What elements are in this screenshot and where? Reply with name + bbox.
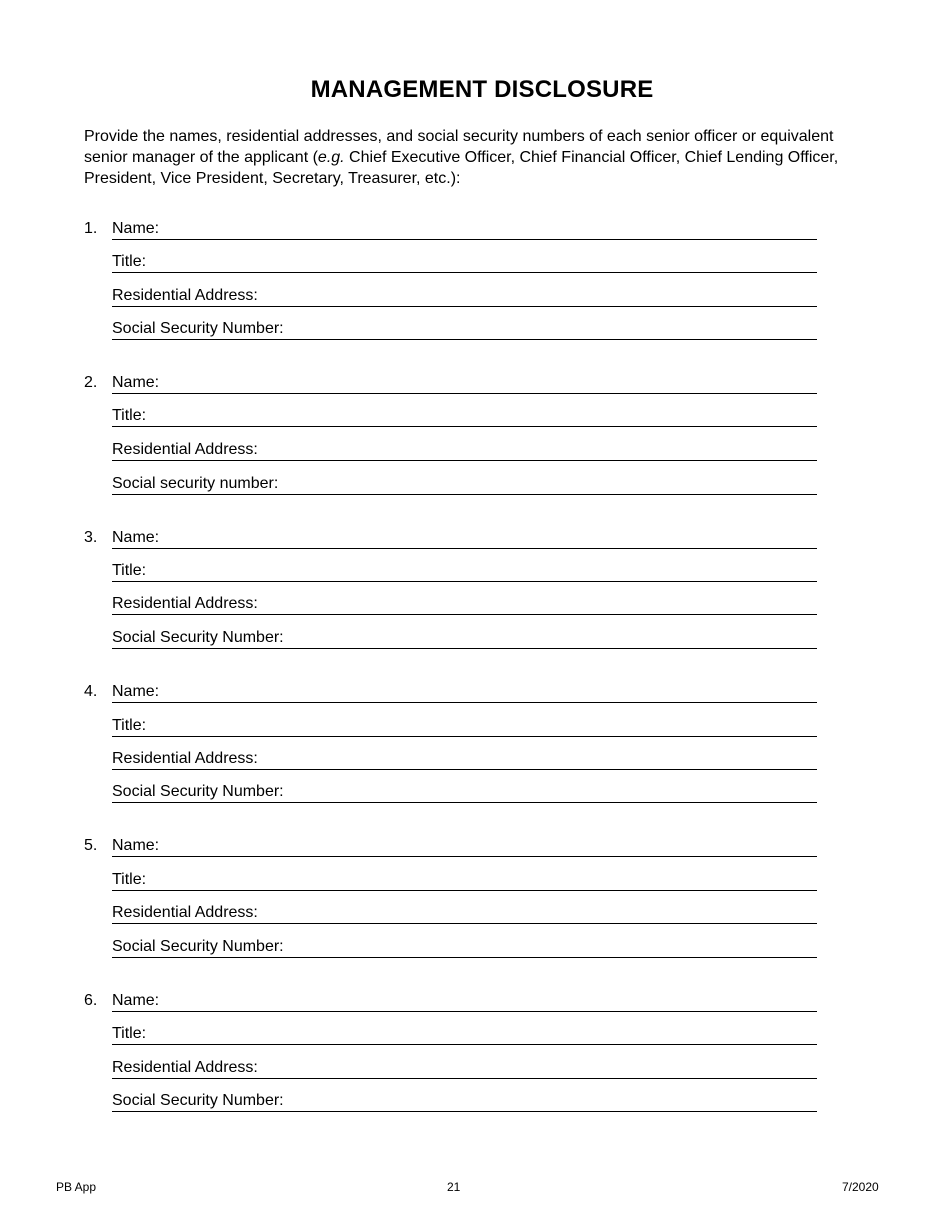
name-label: Name:	[112, 837, 160, 854]
entry-number: 4.	[84, 683, 98, 700]
title-label: Title:	[112, 871, 147, 888]
name-field[interactable]	[112, 373, 817, 394]
social-security-number-field[interactable]	[112, 628, 817, 649]
entry-number: 2.	[84, 374, 98, 391]
name-field[interactable]	[112, 528, 817, 549]
name-label: Name:	[112, 220, 160, 237]
name-label: Name:	[112, 374, 160, 391]
residential-address-field[interactable]	[112, 594, 817, 615]
name-field[interactable]	[112, 682, 817, 703]
title-label: Title:	[112, 717, 147, 734]
residential-address-label: Residential Address:	[112, 441, 258, 458]
footer-page-number: 21	[447, 1180, 461, 1194]
entry-number: 6.	[84, 992, 98, 1009]
title-label: Title:	[112, 562, 147, 579]
name-label: Name:	[112, 529, 160, 546]
social-security-number-field[interactable]	[112, 937, 817, 958]
instructions-emphasis: e.g.	[317, 149, 345, 166]
footer-date: 7/2020	[842, 1180, 879, 1194]
name-field[interactable]	[112, 991, 817, 1012]
title-label: Title:	[112, 407, 147, 424]
residential-address-field[interactable]	[112, 749, 817, 770]
footer-document-name: PB App	[56, 1180, 97, 1194]
social-security-number-label: Social security number:	[112, 475, 279, 492]
residential-address-field[interactable]	[112, 1058, 817, 1079]
residential-address-label: Residential Address:	[112, 750, 258, 767]
name-label: Name:	[112, 683, 160, 700]
name-label: Name:	[112, 992, 160, 1009]
residential-address-label: Residential Address:	[112, 1059, 258, 1076]
residential-address-field[interactable]	[112, 903, 817, 924]
title-label: Title:	[112, 1025, 147, 1042]
title-field[interactable]	[112, 561, 817, 582]
social-security-number-label: Social Security Number:	[112, 320, 284, 337]
page-title: MANAGEMENT DISCLOSURE	[310, 76, 654, 103]
title-field[interactable]	[112, 716, 817, 737]
title-field[interactable]	[112, 252, 817, 273]
title-field[interactable]	[112, 406, 817, 427]
entry-number: 5.	[84, 837, 98, 854]
entry-number: 1.	[84, 220, 98, 237]
residential-address-field[interactable]	[112, 440, 817, 461]
social-security-number-field[interactable]	[112, 319, 817, 340]
residential-address-field[interactable]	[112, 286, 817, 307]
social-security-number-label: Social Security Number:	[112, 783, 284, 800]
name-field[interactable]	[112, 219, 817, 240]
social-security-number-field[interactable]	[112, 782, 817, 803]
social-security-number-field[interactable]	[112, 474, 817, 495]
title-field[interactable]	[112, 1024, 817, 1045]
title-label: Title:	[112, 253, 147, 270]
entry-number: 3.	[84, 529, 98, 546]
social-security-number-label: Social Security Number:	[112, 629, 284, 646]
name-field[interactable]	[112, 836, 817, 857]
social-security-number-label: Social Security Number:	[112, 938, 284, 955]
instructions-text-end: Chief Executive Officer, Chief Financial Officer, Chief Lending Officer, President, Vice President, Secretary, Treasurer, etc.):	[84, 149, 839, 187]
title-field[interactable]	[112, 870, 817, 891]
social-security-number-field[interactable]	[112, 1091, 817, 1112]
residential-address-label: Residential Address:	[112, 595, 258, 612]
social-security-number-label: Social Security Number:	[112, 1092, 284, 1109]
residential-address-label: Residential Address:	[112, 904, 258, 921]
residential-address-label: Residential Address:	[112, 287, 258, 304]
instructions-text-start: Provide the names, residential addresses, and social security numbers of each senior officer or equivalent senior manager of the applicant (	[84, 128, 834, 166]
